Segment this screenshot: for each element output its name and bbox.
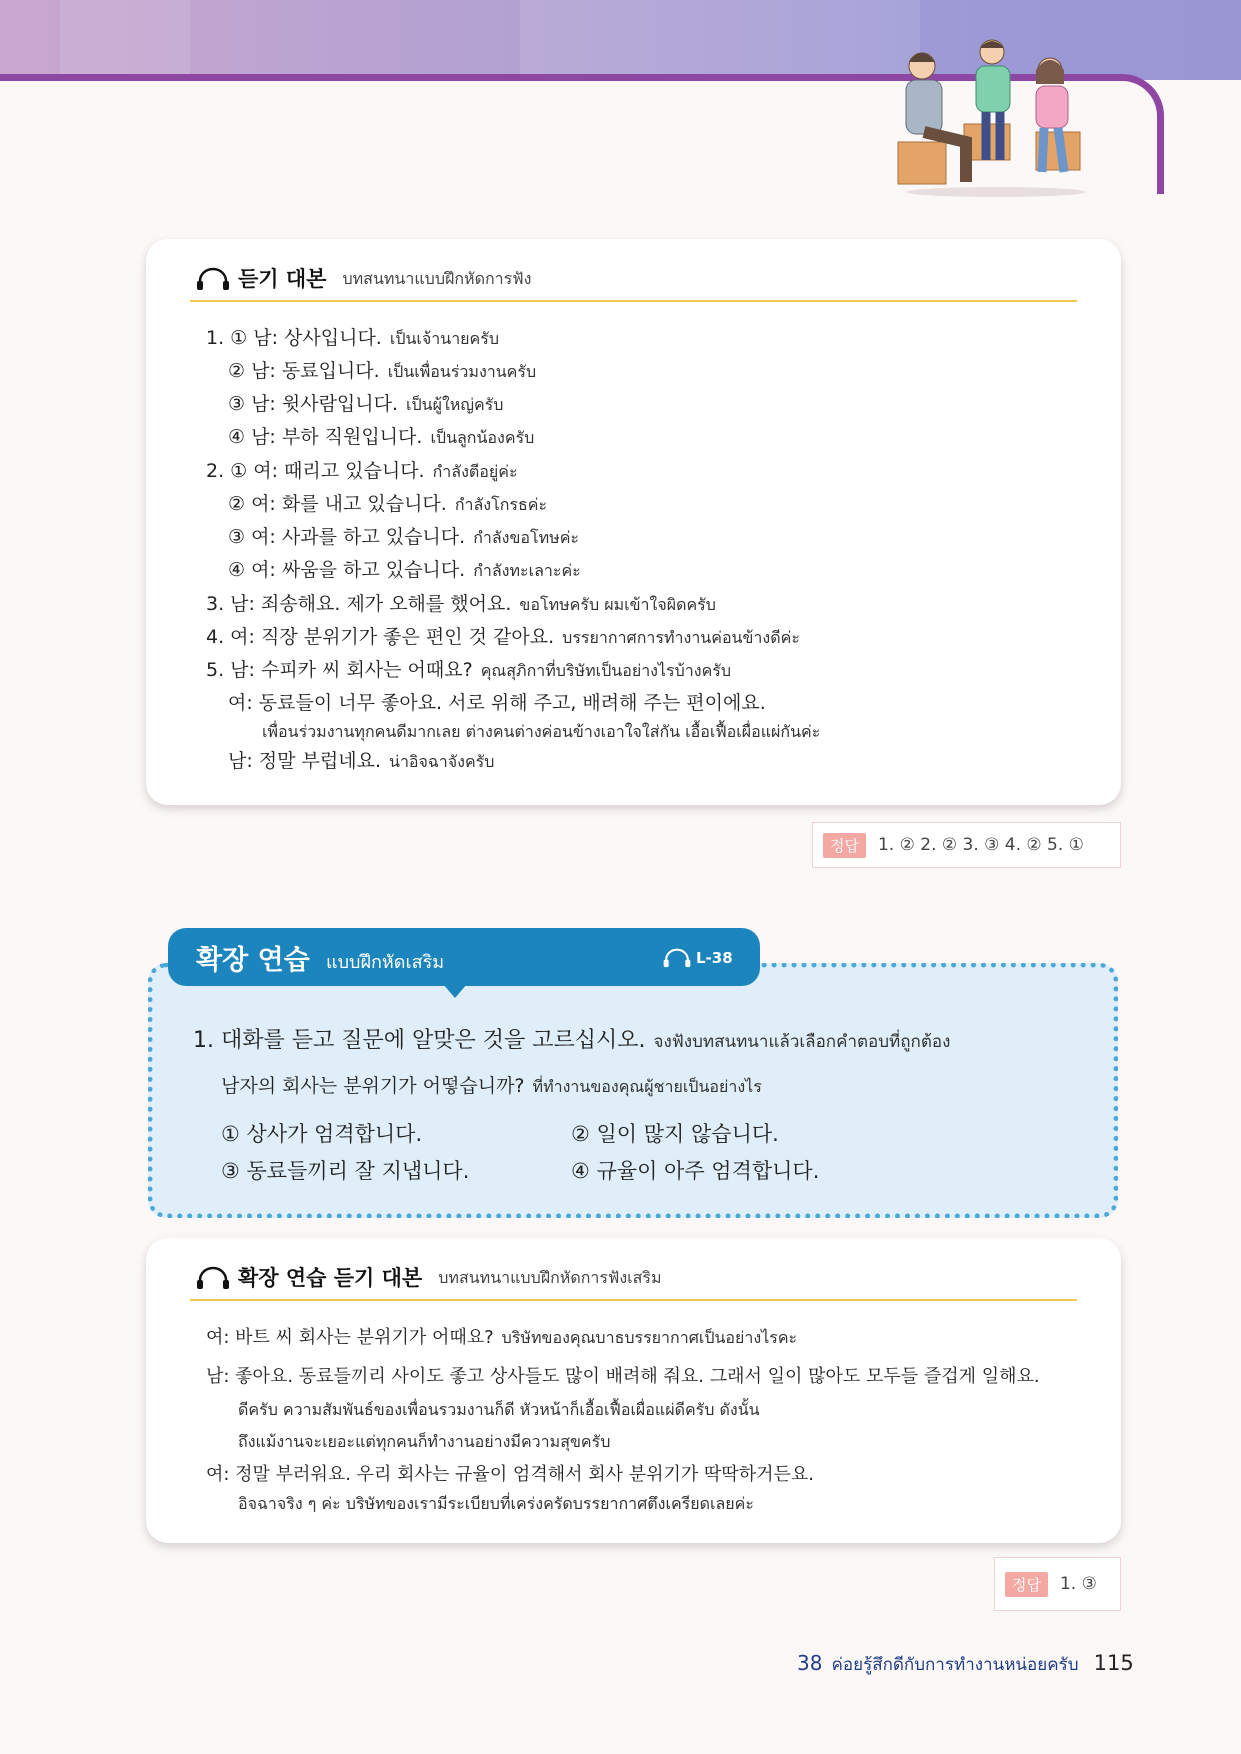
card-title: 확장 연습 듣기 대본 (238, 1266, 423, 1290)
script-line: ② 남: 동료입니다. เป็นเพื่อนร่วมงานครับ (228, 360, 537, 382)
answer-box (994, 1557, 1121, 1611)
answer-text: 1. ② 2. ② 3. ③ 4. ② 5. ① (877, 835, 1084, 855)
practice-question: 1. 대화를 듣고 질문에 알맞은 것을 고르십시오. จงฟังบทสนทนาแล้วเลือกคำตอบที่ถูกต้อง (193, 1028, 951, 1053)
script-line: 4. 여: 직장 분위기가 좋은 편인 것 같아요. บรรยากาศการทำงานค่อนข้างดีค่ะ (206, 626, 800, 648)
answer-badge: 정답 (823, 833, 866, 858)
answer-box (812, 822, 1121, 868)
option-3[interactable]: ③ 동료들끼리 잘 지냅니다. (221, 1159, 470, 1183)
practice-title: 확장 연습 (196, 945, 310, 976)
script-line: 여: 바트 씨 회사는 분위기가 어때요? บริษัทของคุณบาธบรรยากาศเป็นอย่างไรคะ (206, 1327, 798, 1348)
script-line-translation: เพื่อนร่วมงานทุกคนดีมากเลย ต่างคนต่างค่อนข้างเอาใจใส่กัน เอื้อเฟื้อเผื่อแผ่กันค่ะ (262, 722, 821, 741)
option-2[interactable]: ② 일이 많지 않습니다. (571, 1122, 779, 1146)
headphones-icon (196, 267, 230, 291)
page-footer (797, 1651, 1134, 1678)
script-line-translation: ถึงแม้งานจะเยอะแต่ทุกคนก็ทำงานอย่างมีความสุขครับ (238, 1432, 611, 1451)
script-line: 3. 남: 죄송해요. 제가 오해를 했어요. ขอโทษครับ ผมเข้าใจผิดครับ (206, 593, 716, 615)
script-line: 남: 좋아요. 동료들끼리 사이도 좋고 상사들도 많이 배려해 줘요. 그래서 일이 많아도 모두들 즐겁게 일해요. (206, 1366, 1040, 1387)
answer-badge: 정답 (1005, 1572, 1048, 1597)
script-line: 여: 동료들이 너무 좋아요. 서로 위해 주고, 배려해 주는 편이에요. (228, 692, 766, 714)
banner-panel (60, 0, 190, 80)
card-subtitle: บทสนทนาแบบฝึกหัดการฟังเสริม (438, 1268, 662, 1287)
tab-notch (443, 984, 467, 998)
script-line: ④ 남: 부하 직원입니다. เป็นลูกน้องครับ (228, 426, 535, 448)
script-line-translation: อิจฉาจริง ๆ ค่ะ บริษัทของเรามีระเบียบที่เคร่งครัดบรรยากาศตึงเครียดเลยค่ะ (238, 1494, 754, 1513)
script-line: 남: 정말 부럽네요. น่าอิจฉาจังครับ (228, 750, 495, 772)
coworkers-illustration (896, 32, 1096, 197)
listening-script-card (146, 239, 1121, 805)
page-number: 115 (1093, 1651, 1134, 1675)
script-line: 1. ① 남: 상사입니다. เป็นเจ้านายครับ (206, 327, 499, 349)
extended-script-card (146, 1238, 1121, 1543)
lesson-title: ค่อยรู้สึกดีกับการทำงานหน่อยครับ (831, 1655, 1079, 1675)
headphones-icon (662, 948, 692, 968)
practice-tab (168, 928, 760, 986)
script-line: 여: 정말 부러워요. 우리 회사는 규율이 엄격해서 회사 분위기가 딱딱하거든요. (206, 1464, 815, 1485)
option-1[interactable]: ① 상사가 엄격합니다. (221, 1122, 423, 1146)
option-4[interactable]: ④ 규율이 아주 엄격합니다. (571, 1159, 820, 1183)
card-header (190, 1256, 1077, 1301)
answer-text: 1. ③ (1059, 1574, 1097, 1594)
lesson-number: 38 (797, 1651, 823, 1675)
practice-sub-question: 남자의 회사는 분위기가 어떻습니까? ที่ทำงานของคุณผู้ชายเป็นอย่างไร (221, 1075, 762, 1097)
script-line: ③ 남: 윗사람입니다. เป็นผู้ใหญ่ครับ (228, 393, 504, 415)
script-line: 2. ① 여: 때리고 있습니다. กำลังตีอยู่ค่ะ (206, 460, 518, 482)
headphones-icon (196, 1266, 230, 1290)
practice-box (148, 963, 1118, 1218)
card-subtitle: บทสนทนาแบบฝึกหัดการฟัง (342, 269, 532, 288)
script-line-translation: ดีครับ ความสัมพันธ์ของเพื่อนรวมงานก็ดี หัวหน้าก็เอื้อเฟื้อเผื่อแผ่ดีครับ ดังนั้น (238, 1400, 760, 1419)
audio-track[interactable] (662, 948, 733, 968)
banner-panel (520, 0, 920, 80)
script-line: ④ 여: 싸움을 하고 있습니다. กำลังทะเลาะค่ะ (228, 559, 581, 581)
script-line: ② 여: 화를 내고 있습니다. กำลังโกรธค่ะ (228, 493, 548, 515)
practice-subtitle: แบบฝึกหัดเสริม (326, 952, 445, 973)
card-title: 듣기 대본 (238, 267, 327, 291)
script-line: 5. 남: 수피카 씨 회사는 어때요? คุณสุภิกาที่บริษัทเป็นอย่างไรบ้างครับ (206, 659, 732, 681)
track-label: L-38 (696, 949, 733, 967)
script-line: ③ 여: 사과를 하고 있습니다. กำลังขอโทษค่ะ (228, 526, 580, 548)
card-header (190, 257, 1077, 302)
